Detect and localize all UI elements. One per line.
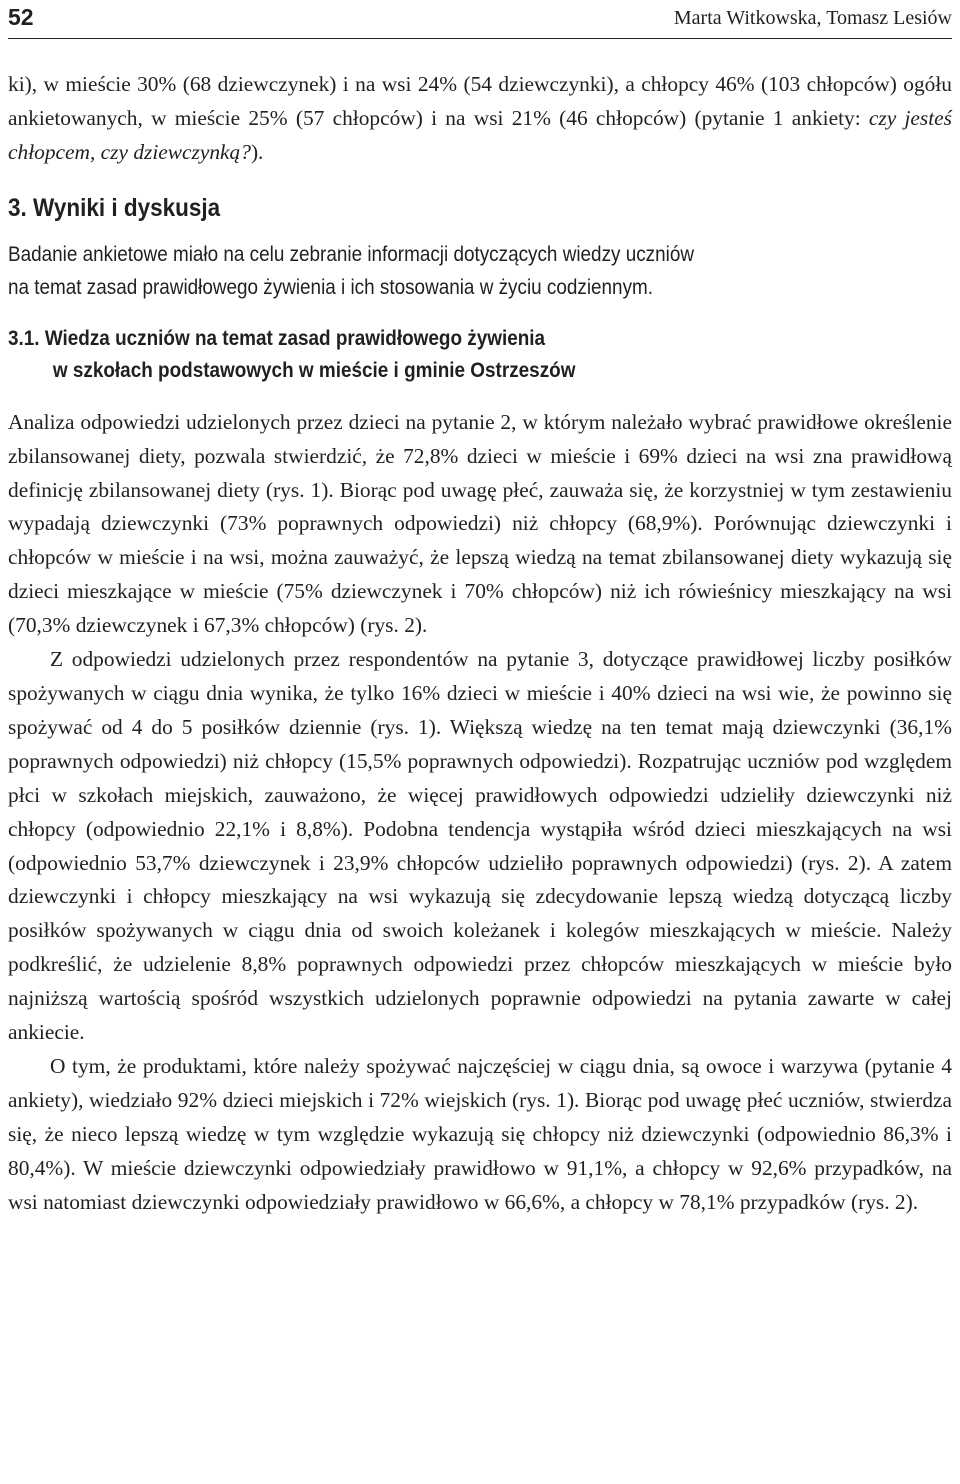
paragraph-meals-per-day: Z odpowiedzi udzielonych przez respondentów na pytanie 3, dotyczące prawidłowej liczby posiłków spożywanych w ciągu dnia wynika, że tylko 16% dzieci w mieście i 40% dzieci na wsi wie, że powinno się spożywać od 4 do 5 posiłków dziennie (rys. 1). Większą wiedzę na ten temat mają dziewczynki (36,1% poprawnych odpowiedzi) niż chłopcy (15,5% poprawnych odpowiedzi). Rozpatrując uczniów pod względem płci w szkołach miejskich, zauważono, że więcej prawidłowych odpowiedzi udzieliły dziewczynki niż chłopcy (odpowiednio 22,1% i 8,8%). Podobna tendencja wystąpiła wśród dzieci mieszkających na wsi (odpowiednio 53,7% dziewczynek i 23,9% chłopców udzieliło poprawnych odpowiedzi) (rys. 2). A zatem dziewczynki i chłopcy mieszkający na wsi wykazują się zdecydowanie lepszą wiedzą dotyczącą liczby posiłków spożywanych w ciągu dnia od swoich koleżanek i kolegów mieszkających w mieście. Należy podkreślić, że udzielenie 8,8% poprawnych odpowiedzi przez chłopców mieszkających w mieście było najniższą wartością spośród wszystkich udzielonych poprawnie odpowiedzi na pytania zawarte w całej ankiecie. [8, 647, 952, 1045]
paragraph-balanced-diet: Analiza odpowiedzi udzielonych przez dzieci na pytanie 2, w którym należało wybrać prawidłowe określenie zbilansowanej diety, pozwala stwierdzić, że 72,8% dzieci w mieście i 69% dzieci na wsi zna prawidłową definicję zbilansowanej diety (rys. 1). Biorąc pod uwagę płeć, zauważa się, że korzystniej w tym zestawieniu wypadają dziewczynki (73% poprawnych odpowiedzi) niż chłopcy (68,9%). Porównując dziewczynki i chłopców w mieście i na wsi, można zauważyć, że lepszą wiedzą na temat zbilansowanej diety wykazują się dzieci mieszkające w mieście (75% dziewczynek i 70% chłopców) niż ich rówieśnicy mieszkający na wsi (70,3% dziewczynek i 67,3% chłopców) (rys. 2). [8, 409, 952, 638]
intro-text-end: ). [250, 139, 264, 164]
body-text [8, 68, 952, 1219]
intro-paragraph [8, 68, 952, 170]
page-header [8, 0, 952, 39]
page-number: 52 [8, 4, 34, 30]
subsection-heading-line-2: w szkołach podstawowych w mieście i gminie Ostrzeszów [52, 357, 576, 382]
survey-question-1: czy jesteś chłopcem, czy dziewczynką? [8, 105, 952, 164]
section-3-paragraph [8, 238, 858, 304]
paragraph-fruits-vegetables: O tym, że produktami, które należy spożywać najczęściej w ciągu dnia, są owoce i warzywa (pytanie 4 ankiety), wiedziało 92% dzieci miejskich i 72% wiejskich (rys. 1). Biorąc pod uwagę płeć uczniów, stwierdza się, że nieco lepszą wiedzę w tym względzie wykazują się chłopcy niż dziewczynki (odpowiednio 86,3% i 80,4%). W mieście dziewczynki odpowiedziały prawidłowo w 91,1%, a chłopcy w 92,6% przypadków, na wsi natomiast dziewczynki odpowiedziały prawidłowo w 66,6%, a chłopcy w 78,1% przypadków (rys. 2). [8, 1053, 952, 1214]
section-3-line-2: na temat zasad prawidłowego żywienia i ich stosowania w życiu codziennym. [8, 275, 654, 299]
intro-text: ki), w mieście 30% (68 dziewczynek) i na wsi 24% (54 dziewczynki), a chłopcy 46% (103 chłopców) ogółu ankietowanych, w mieście 25% (57 chłopców) i na wsi 21% (46 chłopców) (pytanie 1 ankiety: [8, 72, 952, 130]
subsection-heading-knowledge [8, 322, 839, 386]
subsection-heading-line-1: 3.1. Wiedza uczniów na temat zasad prawidłowego żywienia [8, 325, 546, 350]
running-head-authors: Marta Witkowska, Tomasz Lesiów [673, 7, 952, 29]
section-3-line-1: Badanie ankietowe miało na celu zebranie informacji dotyczących wiedzy uczniów [8, 242, 695, 266]
section-heading-results: 3. Wyniki i dyskusja [8, 193, 221, 222]
